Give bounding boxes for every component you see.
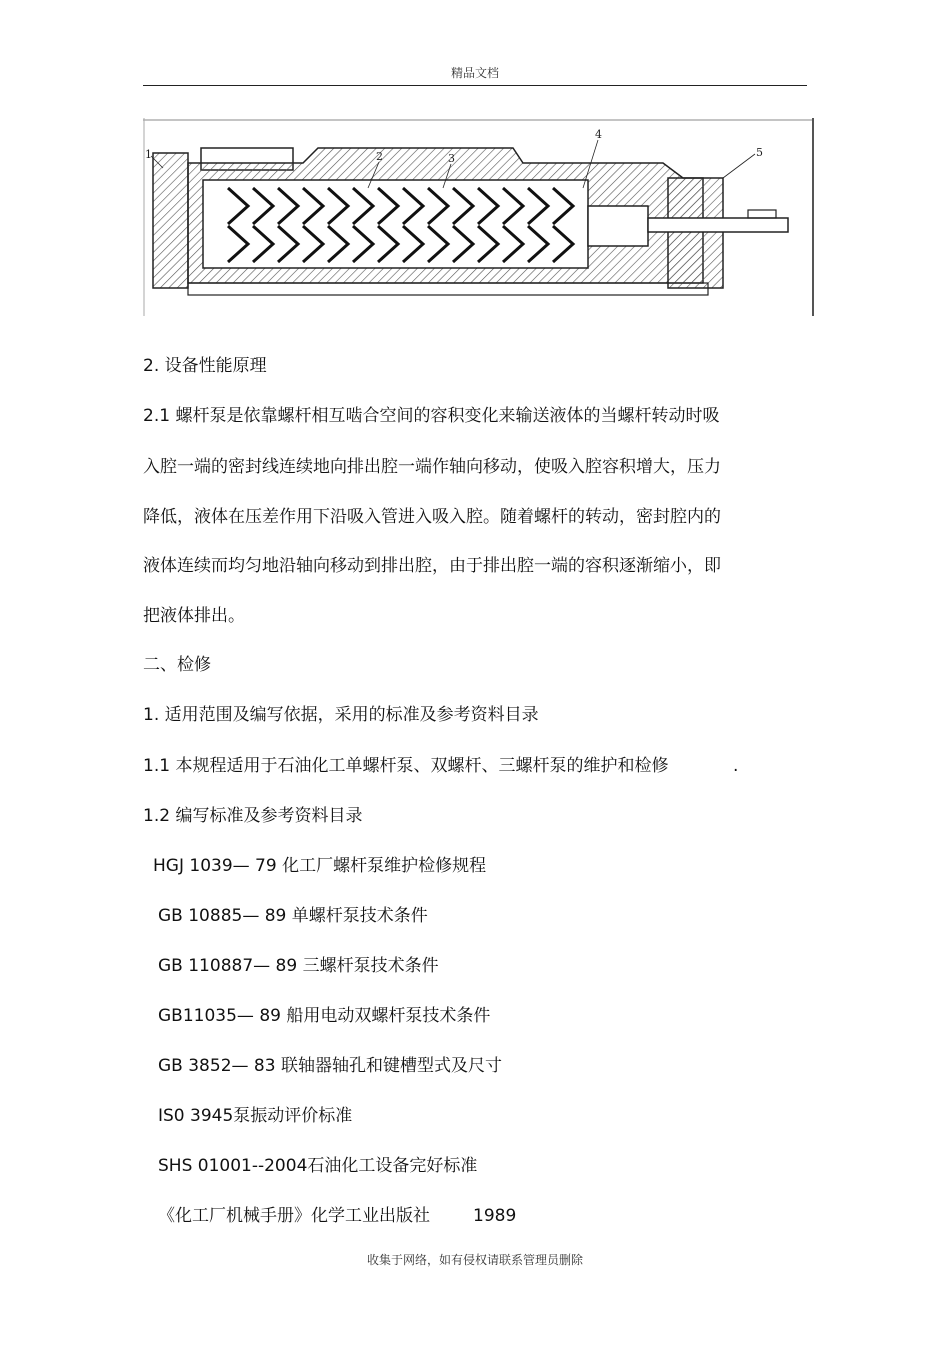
screw-pump-cross-section-figure bbox=[143, 118, 816, 316]
page-footer: 收集于网络，如有侵权请联系管理员删除 bbox=[366, 1253, 583, 1267]
reference-item: GB11035— 89 船用电动双螺杆泵技术条件 bbox=[158, 1006, 491, 1026]
reference-item: GB 110887— 89 三螺杆泵技术条件 bbox=[158, 956, 439, 976]
paragraph-2-1-line-4: 液体连续而均匀地沿轴向移动到排出腔，由于排出腔一端的容积逐渐缩小，即 bbox=[143, 556, 721, 576]
reference-item: GB 10885— 89 单螺杆泵技术条件 bbox=[158, 906, 428, 926]
subsection-1-1-period: . bbox=[733, 756, 739, 776]
callout-label-4: 4 bbox=[595, 128, 602, 141]
section-heading-2: 2. 设备性能原理 bbox=[143, 356, 267, 376]
drive-shaft bbox=[648, 218, 788, 232]
paragraph-2-1-line-5: 把液体排出。 bbox=[143, 606, 245, 626]
page-header: 精品文档 bbox=[450, 66, 499, 80]
header-divider bbox=[143, 85, 807, 86]
callout-label-3: 3 bbox=[448, 152, 455, 165]
paragraph-2-1-line-1: 2.1 螺杆泵是依靠螺杆相互啮合空间的容积变化来输送液体的当螺杆转动时吸 bbox=[143, 406, 720, 426]
reference-item: GB 3852— 83 联轴器轴孔和键槽型式及尺寸 bbox=[158, 1056, 502, 1076]
reference-item: HGJ 1039— 79 化工厂螺杆泵维护检修规程 bbox=[153, 856, 487, 876]
drive-bearing bbox=[588, 206, 648, 246]
mechanical-seal bbox=[668, 178, 723, 288]
reference-item-year: 1989 bbox=[473, 1206, 517, 1226]
paragraph-2-1-line-3: 降低，液体在压差作用下沿吸入管进入吸入腔。随着螺杆的转动，密封腔内的 bbox=[143, 507, 721, 527]
subsection-1-2: 1.2 编写标准及参考资料目录 bbox=[143, 806, 363, 826]
subsection-heading-1: 1. 适用范围及编写依据，采用的标准及参考资料目录 bbox=[143, 705, 539, 725]
paragraph-2-1-line-2: 入腔一端的密封线连续地向排出腔一端作轴向移动，使吸入腔容积增大，压力 bbox=[143, 457, 721, 477]
subsection-1-1: 1.1 本规程适用于石油化工单螺杆泵、双螺杆、三螺杆泵的维护和检修 bbox=[143, 756, 669, 776]
part-heading-maintenance: 二、检修 bbox=[143, 655, 211, 675]
shaft-key bbox=[748, 210, 776, 218]
reference-item: IS0 3945泵振动评价标准 bbox=[158, 1106, 353, 1126]
callout-label-2: 2 bbox=[376, 150, 383, 163]
left-end-cover bbox=[153, 153, 188, 288]
pump-base bbox=[188, 283, 708, 295]
callout-label-1: 1 bbox=[145, 148, 152, 161]
callout-label-5: 5 bbox=[756, 146, 763, 159]
reference-item: SHS 01001--2004石油化工设备完好标准 bbox=[158, 1156, 478, 1176]
reference-item: 《化工厂机械手册》化学工业出版社 bbox=[158, 1206, 430, 1226]
